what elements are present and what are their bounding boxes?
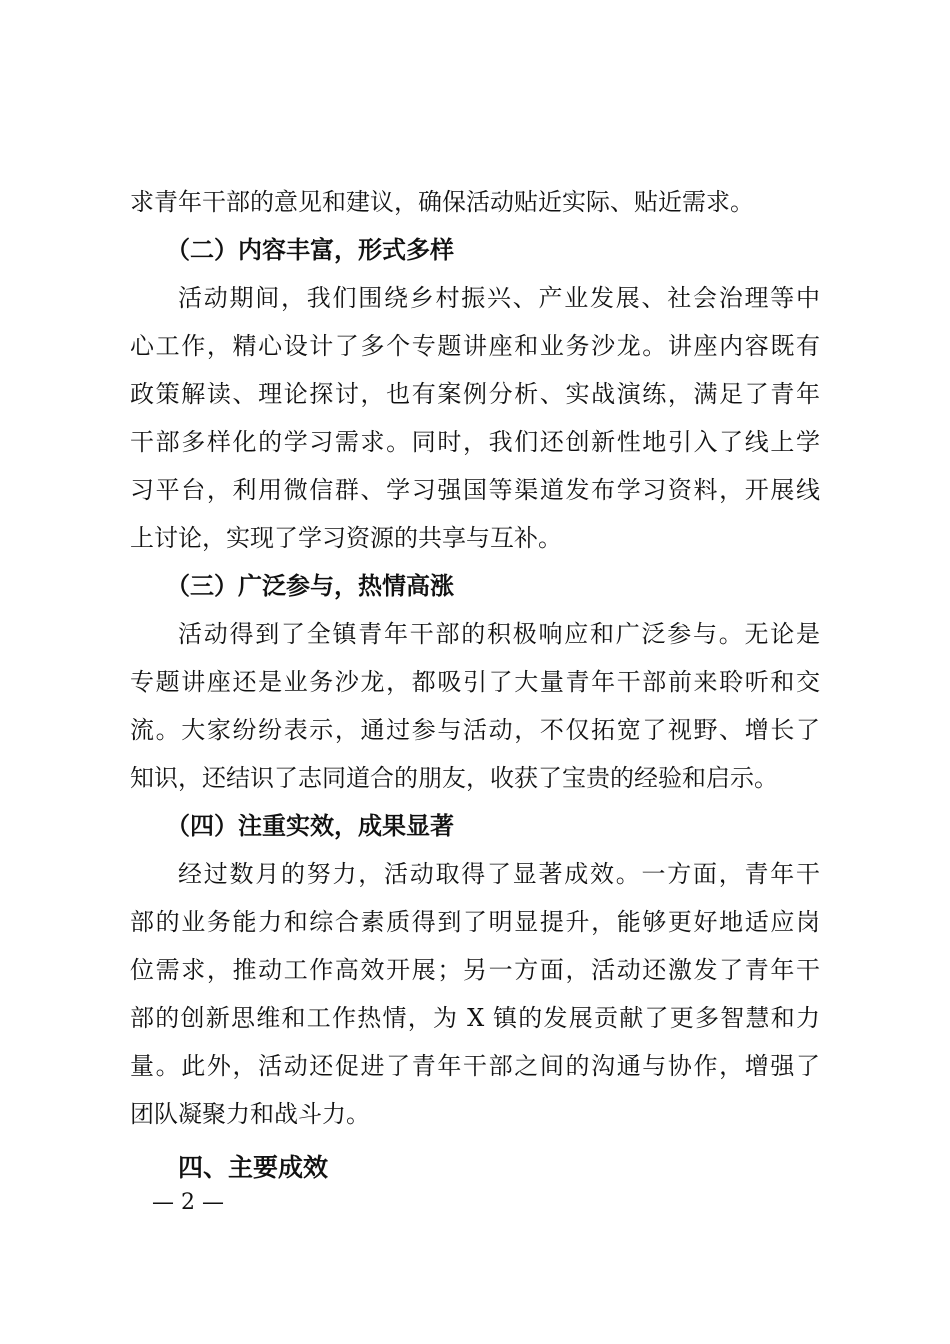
paragraph-line: 习平台，利用微信群、学习强国等渠道发布学习资料，开展线 — [130, 476, 820, 504]
page-number: — 2 — — [152, 1190, 224, 1215]
paragraph-line: 活动期间，我们围绕乡村振兴、产业发展、社会治理等中 — [178, 284, 820, 312]
paragraph-line: 位需求，推动工作高效开展；另一方面，活动还激发了青年干 — [130, 956, 820, 984]
paragraph-line: 求青年干部的意见和建议，确保活动贴近实际、贴近需求。 — [130, 188, 754, 216]
subsection-heading: （二）内容丰富，形式多样 — [166, 235, 454, 264]
paragraph-line: 团队凝聚力和战斗力。 — [130, 1100, 370, 1128]
paragraph — [130, 850, 820, 1138]
paragraph-line: 上讨论，实现了学习资源的共享与互补。 — [130, 524, 562, 552]
paragraph — [130, 274, 820, 562]
paragraph-line: 知识，还结识了志同道合的朋友，收获了宝贵的经验和启示。 — [130, 764, 778, 792]
paragraph-line: 活动得到了全镇青年干部的积极响应和广泛参与。无论是 — [178, 620, 820, 648]
paragraph-line: 干部多样化的学习需求。同时，我们还创新性地引入了线上学 — [130, 428, 820, 456]
paragraph-line: 心工作，精心设计了多个专题讲座和业务沙龙。讲座内容既有 — [130, 332, 820, 360]
paragraph — [130, 178, 820, 226]
paragraph-line: 流。大家纷纷表示，通过参与活动，不仅拓宽了视野、增长了 — [130, 716, 820, 744]
paragraph — [130, 610, 820, 802]
paragraph-line: 经过数月的努力，活动取得了显著成效。一方面，青年干 — [178, 860, 820, 888]
subsection-heading: （三）广泛参与，热情高涨 — [166, 571, 454, 600]
paragraph-line: 政策解读、理论探讨，也有案例分析、实战演练，满足了青年 — [130, 380, 820, 408]
subsection-heading: （四）注重实效，成果显著 — [166, 811, 454, 840]
document-body — [130, 178, 820, 1198]
paragraph-line: 量。此外，活动还促进了青年干部之间的沟通与协作，增强了 — [130, 1052, 820, 1080]
paragraph-line: 部的业务能力和综合素质得到了明显提升，能够更好地适应岗 — [130, 908, 820, 936]
section-heading: 四、主要成效 — [178, 1153, 329, 1182]
paragraph-line: 部的创新思维和工作热情，为 X 镇的发展贡献了更多智慧和力 — [130, 1004, 820, 1032]
paragraph-line: 专题讲座还是业务沙龙，都吸引了大量青年干部前来聆听和交 — [130, 668, 820, 696]
